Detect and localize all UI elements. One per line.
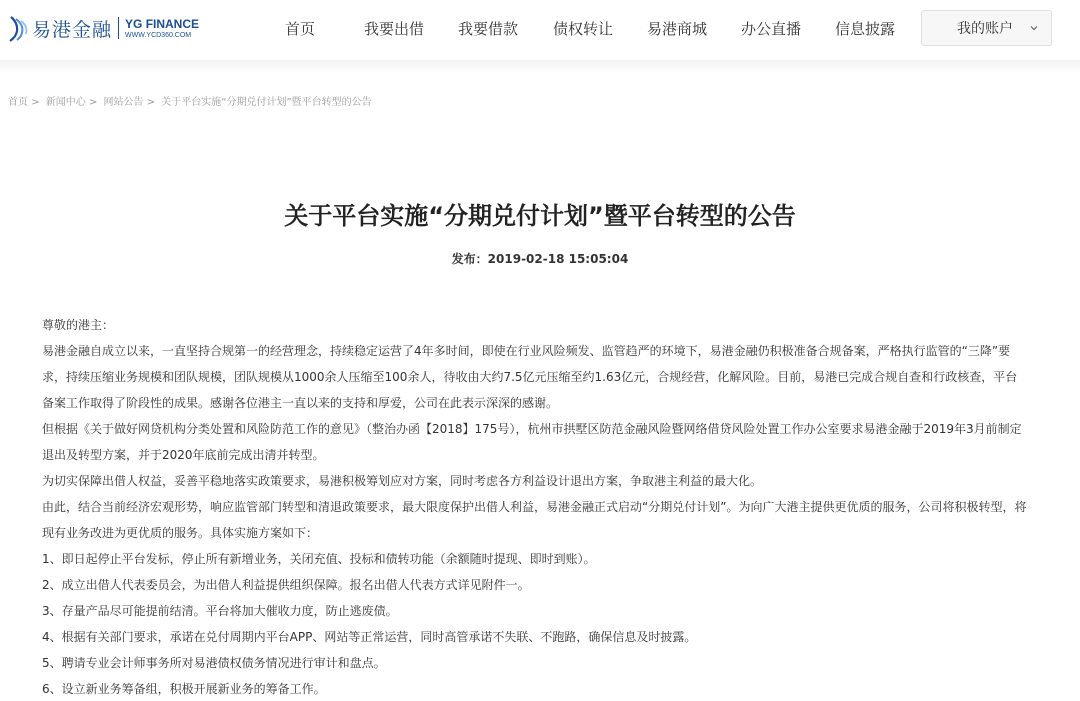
site-header (0, 0, 1080, 60)
nav-item-home[interactable]: 首页 (285, 20, 316, 38)
breadcrumb-site-notice[interactable]: 网站公告 (103, 97, 144, 108)
brand-name-cn: 易港金融 (32, 18, 113, 41)
nav-item-borrow[interactable]: 我要借款 (458, 20, 519, 38)
nav-item-lend[interactable]: 我要出借 (364, 20, 425, 38)
breadcrumb-home[interactable]: 首页 (8, 97, 28, 108)
brand-logo-icon (8, 13, 30, 43)
article-list-item: 4、根据有关部门要求，承诺在兑付周期内平台APP、网站等正常运营，同时高管承诺不失联、不跑路，确保信息及时披露。 (42, 630, 697, 644)
article-body (42, 312, 1027, 701)
article-paragraph: 但根据《关于做好网贷机构分类处置和风险防范工作的意见》（整治办函【2018】175号），杭州市拱墅区防范金融风险暨网络借贷风险处置工作办公室要求易港金融于2019年3月前制定退出及转型方案，并于2020年底前完成出清并转型。 (42, 422, 1022, 462)
article-paragraph: 由此，结合当前经济宏观形势，响应监管部门转型和清退政策要求，最大限度保护出借人利益，易港金融正式启动“分期兑付计划”。为向广大港主提供更优质的服务，公司将积极转型，将现有业务改进为更优质的服务。具体实施方案如下： (42, 500, 1027, 540)
breadcrumb-separator: > (88, 97, 98, 108)
breadcrumb-current: 关于平台实施“分期兑付计划”暨平台转型的公告 (161, 97, 372, 108)
my-account-button[interactable] (921, 10, 1052, 46)
article-list-item: 3、存量产品尽可能提前结清。平台将加大催收力度，防止逃废债。 (42, 604, 398, 618)
article-paragraph: 尊敬的港主： (42, 318, 115, 332)
header-shadow (0, 60, 1080, 74)
article-list-item: 1、即日起停止平台发标，停止所有新增业务，关闭充值、投标和债转功能（余额随时提现、即时到账）。 (42, 552, 596, 566)
article-paragraph: 为切实保障出借人权益，妥善平稳地落实政策要求，易港积极筹划应对方案，同时考虑各方利益设计退出方案，争取港主利益的最大化。 (42, 474, 763, 488)
nav-item-disclosure[interactable]: 信息披露 (835, 20, 896, 38)
article-list-item: 6、设立新业务筹备组，积极开展新业务的筹备工作。 (42, 682, 326, 696)
nav-item-debt-transfer[interactable]: 债权转让 (553, 20, 614, 38)
nav-item-office-live[interactable]: 办公直播 (741, 20, 802, 38)
breadcrumb-news-center[interactable]: 新闻中心 (45, 97, 86, 108)
breadcrumb-separator: > (31, 97, 40, 108)
breadcrumb-separator: > (146, 97, 156, 108)
article-title: 关于平台实施“分期兑付计划”暨平台转型的公告 (284, 202, 796, 230)
article-list-item: 2、成立出借人代表委员会，为出借人利益提供组织保障。报名出借人代表方式详见附件一。 (42, 578, 530, 592)
brand-url: WWW.YCD360.COM (125, 31, 192, 39)
article-list-item: 5、聘请专业会计师事务所对易港债权债务情况进行审计和盘点。 (42, 656, 386, 670)
article-paragraph: 易港金融自成立以来，一直坚持合规第一的经营理念，持续稳定运营了4年多时间，即使在行业风险频发、监管趋严的环境下，易港金融仍积极准备合规备案，严格执行监管的“三降”要求，持续压缩业务规模和团队规模，团队规模从1000余人压缩至100余人，待收由大约7.5亿元压缩至约1.63亿元，合规经营，化解风险。目前，易港已完成合规自查和行政核查，平台备案工作取得了阶段性的成果。感谢各位港主一直以来的支持和厚爱，公司在此表示深深的感谢。 (42, 344, 1018, 410)
brand-logo[interactable] (8, 9, 208, 47)
brand-name-en: YG FINANCE (125, 16, 200, 31)
nav-item-mall[interactable]: 易港商城 (647, 20, 708, 38)
brand-en-block (125, 18, 199, 39)
logo-divider (118, 17, 119, 39)
my-account-label: 我的账户 (957, 21, 1013, 37)
breadcrumb (8, 93, 375, 108)
chevron-down-icon (1029, 23, 1039, 33)
publish-time: 发布：2019-02-18 15:05:04 (451, 252, 629, 266)
